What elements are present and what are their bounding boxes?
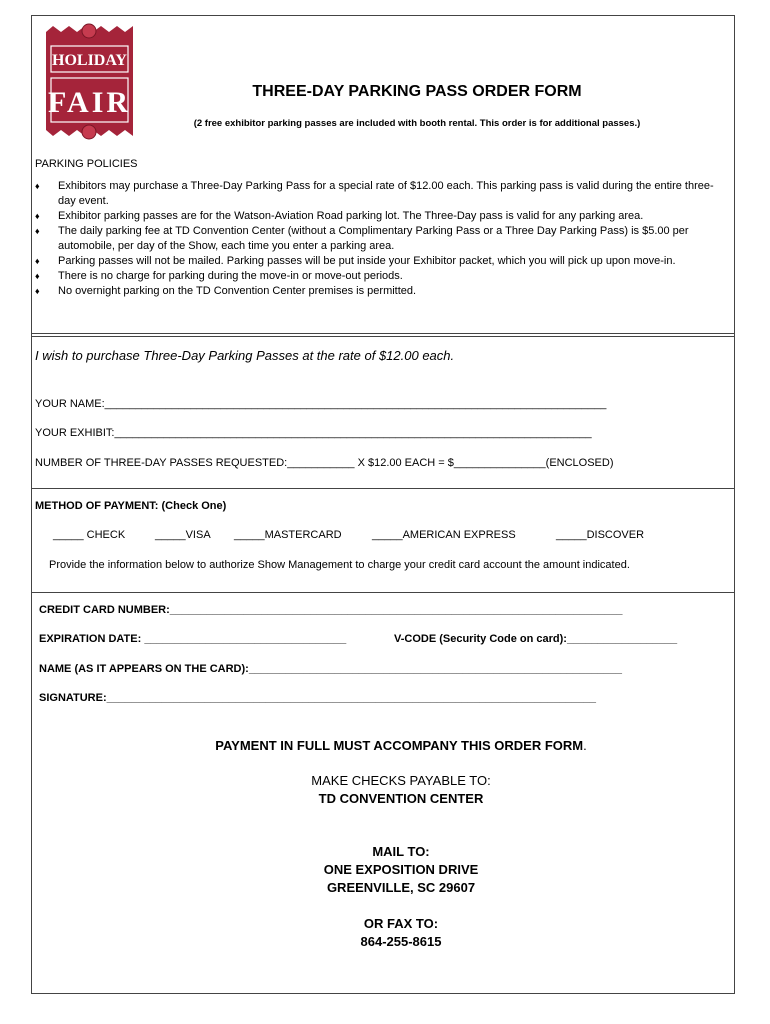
- payee-name: TD CONVENTION CENTER: [318, 791, 484, 806]
- authorize-note: Provide the information below to authorize Show Management to charge your credit card account the amount indicated.: [49, 559, 630, 571]
- logo-text-fair: FAIR: [47, 86, 132, 119]
- discover-option[interactable]: _____DISCOVER: [556, 529, 645, 541]
- diamond-bullet-icon: ♦: [35, 271, 40, 281]
- name-on-card-field[interactable]: NAME (AS IT APPEARS ON THE CARD):_____________________________________________________________: [39, 663, 622, 675]
- policy-text: There is no charge for parking during the move-in or move-out periods.: [58, 270, 403, 282]
- payment-method-heading: METHOD OF PAYMENT: (Check One): [35, 500, 227, 512]
- parking-policies-heading: PARKING POLICIES: [35, 158, 138, 170]
- policy-item: [35, 269, 730, 284]
- policy-item: [35, 254, 730, 269]
- payment-full-period: .: [583, 738, 587, 753]
- policy-text: The daily parking fee at TD Convention Center (without a Complimentary Parking Pass or a Three Day Parking Pass) is $5.00 per automobile, per day of the Show, each time you enter a parking area.: [58, 225, 689, 252]
- address-line-2: GREENVILLE, SC 29607: [326, 880, 476, 895]
- fax-to-label: OR FAX TO:: [363, 916, 439, 931]
- policy-item: [35, 179, 730, 209]
- check-option[interactable]: _____ CHECK: [53, 529, 126, 541]
- american-express-option[interactable]: _____AMERICAN EXPRESS: [372, 529, 516, 541]
- mail-to-label: MAIL TO:: [372, 844, 430, 859]
- policy-item: [35, 284, 730, 299]
- policy-item: [35, 224, 730, 254]
- policy-text: Exhibitor parking passes are for the Watson-Aviation Road parking lot. The Three-Day pass is valid for any parking area.: [58, 210, 644, 222]
- passes-requested-field[interactable]: NUMBER OF THREE-DAY PASSES REQUESTED:___________ X $12.00 EACH = $_______________(ENCLOSED): [35, 457, 614, 469]
- payment-full-notice: [0, 738, 770, 753]
- parking-policies-list: [35, 179, 730, 299]
- visa-option[interactable]: _____VISA: [155, 529, 211, 541]
- policy-text: Parking passes will not be mailed. Parking passes will be put inside your Exhibitor packet, which you will pick up upon move-in.: [58, 255, 676, 267]
- address-line-1: ONE EXPOSITION DRIVE: [323, 862, 479, 877]
- logo-text-holiday: HOLIDAY: [52, 52, 127, 69]
- credit-card-number-field[interactable]: CREDIT CARD NUMBER:__________________________________________________________________________: [39, 604, 623, 616]
- your-name-field[interactable]: YOUR NAME:__________________________________________________________________________________: [35, 398, 607, 410]
- form-subtitle: (2 free exhibitor parking passes are included with booth rental. This order is for additional passes.): [193, 118, 641, 129]
- policy-text: Exhibitors may purchase a Three-Day Parking Pass for a special rate of $12.00 each. This parking pass is valid during the entire three-day event.: [58, 180, 714, 207]
- diamond-bullet-icon: ♦: [35, 181, 40, 191]
- your-exhibit-field[interactable]: YOUR EXHIBIT:______________________________________________________________________________: [35, 427, 592, 439]
- diamond-bullet-icon: ♦: [35, 256, 40, 266]
- section-divider: [31, 488, 735, 489]
- mastercard-option[interactable]: _____MASTERCARD: [234, 529, 342, 541]
- signature-field[interactable]: SIGNATURE:________________________________________________________________________________: [39, 692, 597, 704]
- section-divider: [31, 333, 735, 337]
- diamond-bullet-icon: ♦: [35, 286, 40, 296]
- checks-payable-label: MAKE CHECKS PAYABLE TO:: [311, 773, 491, 788]
- payment-full-text: PAYMENT IN FULL MUST ACCOMPANY THIS ORDER FORM: [215, 738, 584, 753]
- section-divider: [31, 592, 735, 593]
- diamond-bullet-icon: ♦: [35, 226, 40, 236]
- expiration-date-field[interactable]: EXPIRATION DATE: _________________________________: [39, 633, 347, 645]
- purchase-statement: I wish to purchase Three-Day Parking Passes at the rate of $12.00 each.: [35, 348, 455, 363]
- form-title: THREE-DAY PARKING PASS ORDER FORM: [252, 83, 582, 100]
- diamond-bullet-icon: ♦: [35, 211, 40, 221]
- v-code-field[interactable]: V-CODE (Security Code on card):__________________: [394, 633, 678, 645]
- policy-item: [35, 209, 730, 224]
- policy-text: No overnight parking on the TD Convention Center premises is permitted.: [58, 285, 417, 297]
- fax-number: 864-255-8615: [360, 934, 442, 949]
